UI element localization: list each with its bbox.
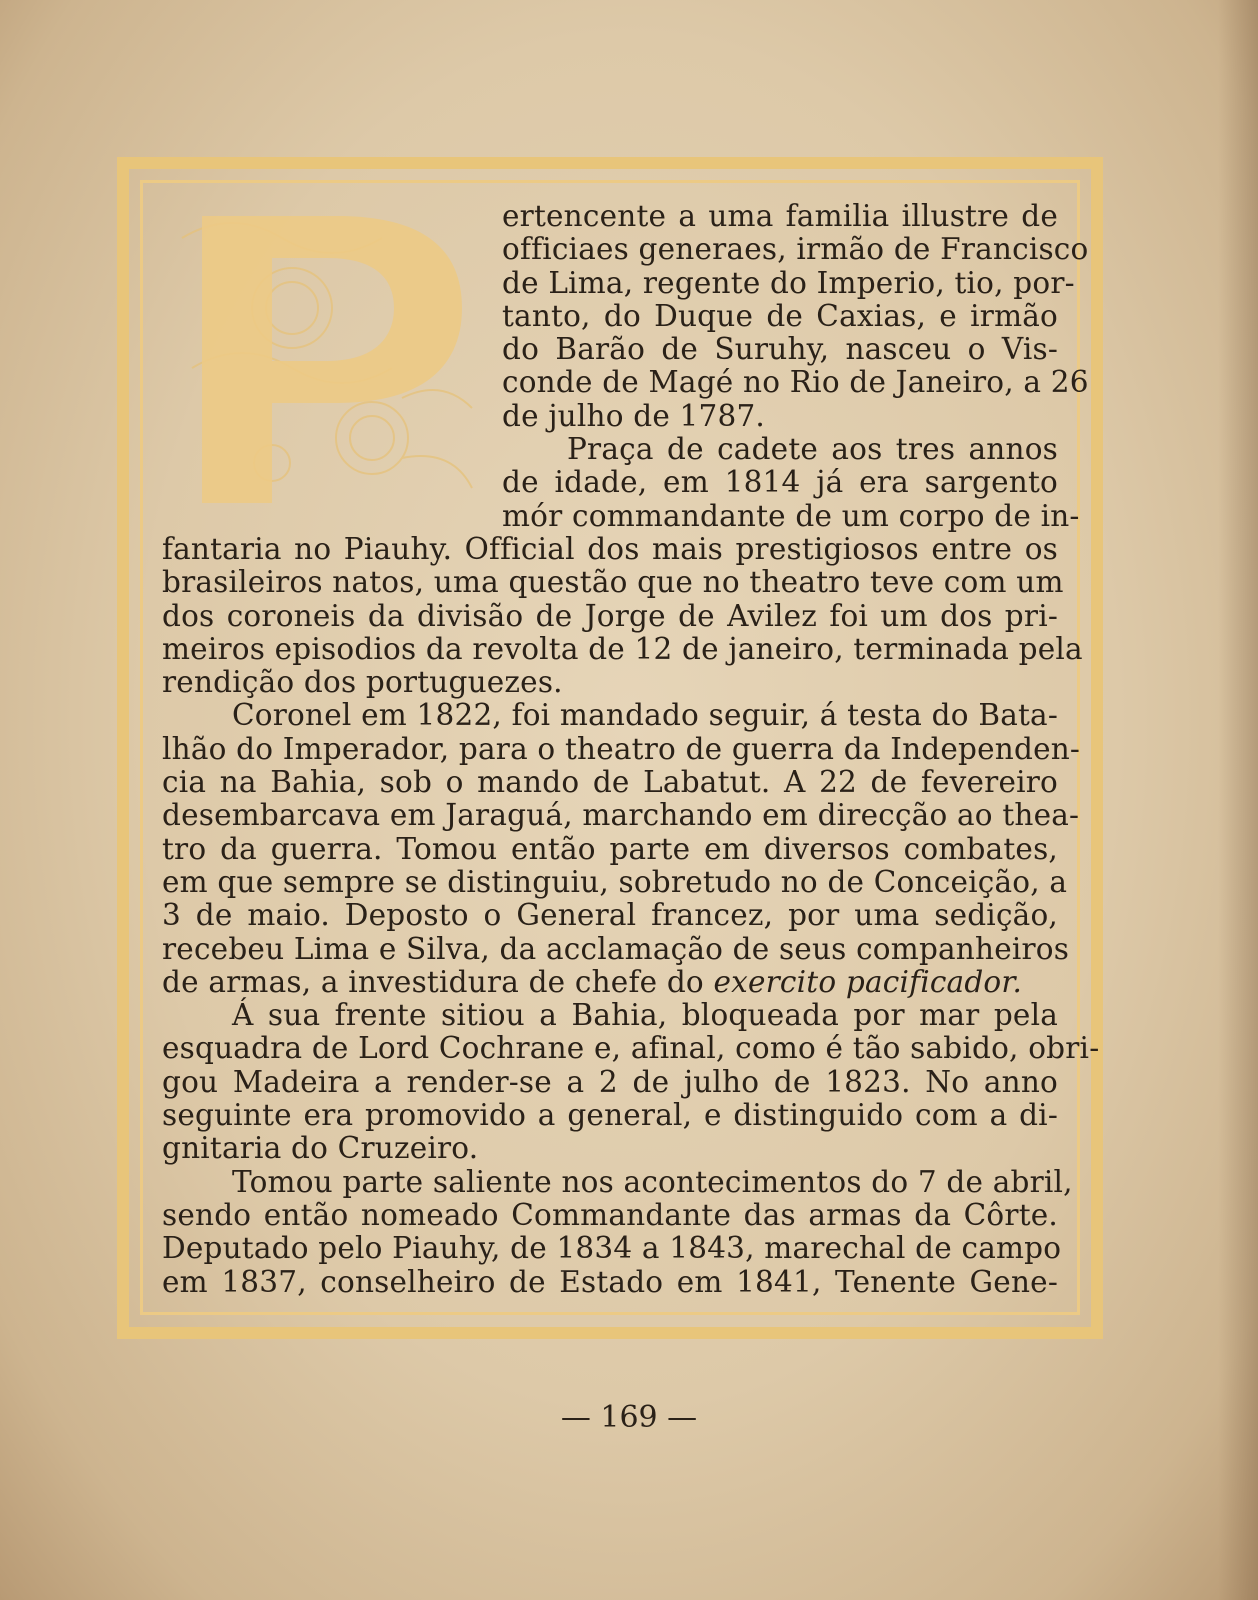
text-line: do Barão de Suruhy, nasceu o Vis- — [502, 332, 1058, 367]
text-line: 3 de maio. Deposto o General francez, por uma sedição, — [162, 898, 1058, 933]
text-line: lhão do Imperador, para o theatro de guerra da Independen- — [162, 731, 1081, 766]
text-line: conde de Magé no Rio de Janeiro, a 26 — [502, 365, 1089, 400]
text-line: Coronel em 1822, foi mandado seguir, á testa do Bata- — [232, 698, 1058, 733]
text-line: meiros episodios da revolta de 12 de janeiro, terminada pela — [162, 631, 1083, 666]
text-line: desembarcava em Jaraguá, marchando em direcção ao thea- — [162, 798, 1080, 833]
text-line — [162, 966, 1058, 999]
text-line: fantaria no Piauhy. Official dos mais prestigiosos entre os — [162, 531, 1058, 566]
text-line: officiaes generaes, irmão de Francisco — [502, 232, 1089, 267]
text-line: rendição dos portuguezes. — [162, 665, 563, 700]
text-line: Deputado pelo Piauhy, de 1834 a 1843, marechal de campo — [162, 1231, 1062, 1266]
text-line: mór commandante de um corpo de in- — [502, 498, 1080, 533]
main-text — [162, 199, 1100, 1299]
text-line: esquadra de Lord Cochrane e, afinal, como é tão sabido, obri- — [162, 1031, 1100, 1066]
text-line: Á sua frente sitiou a Bahia, bloqueada por mar pela — [232, 998, 1058, 1033]
page-number: — 169 — — [560, 1400, 698, 1435]
text-line: brasileiros natos, uma questão que no theatro teve com um — [162, 565, 1064, 600]
italic-phrase: exercito pacificador. — [713, 964, 1023, 999]
text-line: em 1837, conselheiro de Estado em 1841, Tenente Gene- — [162, 1264, 1058, 1299]
text-line: tanto, do Duque de Caxias, e irmão — [502, 298, 1058, 333]
text-line: Tomou parte saliente nos acontecimentos do 7 de abril, — [232, 1164, 1073, 1199]
text-line: recebeu Lima e Silva, da acclamação de seus companheiros — [162, 931, 1070, 966]
text-line-start: de armas, a investidura de chefe do — [162, 964, 704, 999]
text-line: em que sempre se distinguiu, sobretudo no de Conceição, a — [162, 864, 1068, 899]
text-line: gnitaria do Cruzeiro. — [162, 1131, 479, 1166]
text-line: Praça de cadete aos tres annos — [567, 432, 1058, 467]
text-line: dos coroneis da divisão de Jorge de Avilez foi um dos pri- — [162, 598, 1058, 633]
text-line: cia na Bahia, sob o mando de Labatut. A 22 de fevereiro — [162, 765, 1058, 800]
page-edge-shadow — [1218, 0, 1258, 1600]
text-line: sendo então nomeado Commandante das armas da Côrte. — [162, 1197, 1058, 1232]
text-line: seguinte era promovido a general, e distinguido com a di- — [162, 1098, 1058, 1133]
text-line: gou Madeira a render-se a 2 de julho de 1823. No anno — [162, 1064, 1058, 1099]
text-line: de Lima, regente do Imperio, tio, por- — [502, 265, 1075, 300]
text-line: de idade, em 1814 já era sargento — [502, 465, 1058, 500]
text-line: ertencente a uma familia illustre de — [502, 199, 1058, 233]
text-line: de julho de 1787. — [502, 398, 766, 433]
text-line: tro da guerra. Tomou então parte em diversos combates, — [162, 831, 1058, 866]
